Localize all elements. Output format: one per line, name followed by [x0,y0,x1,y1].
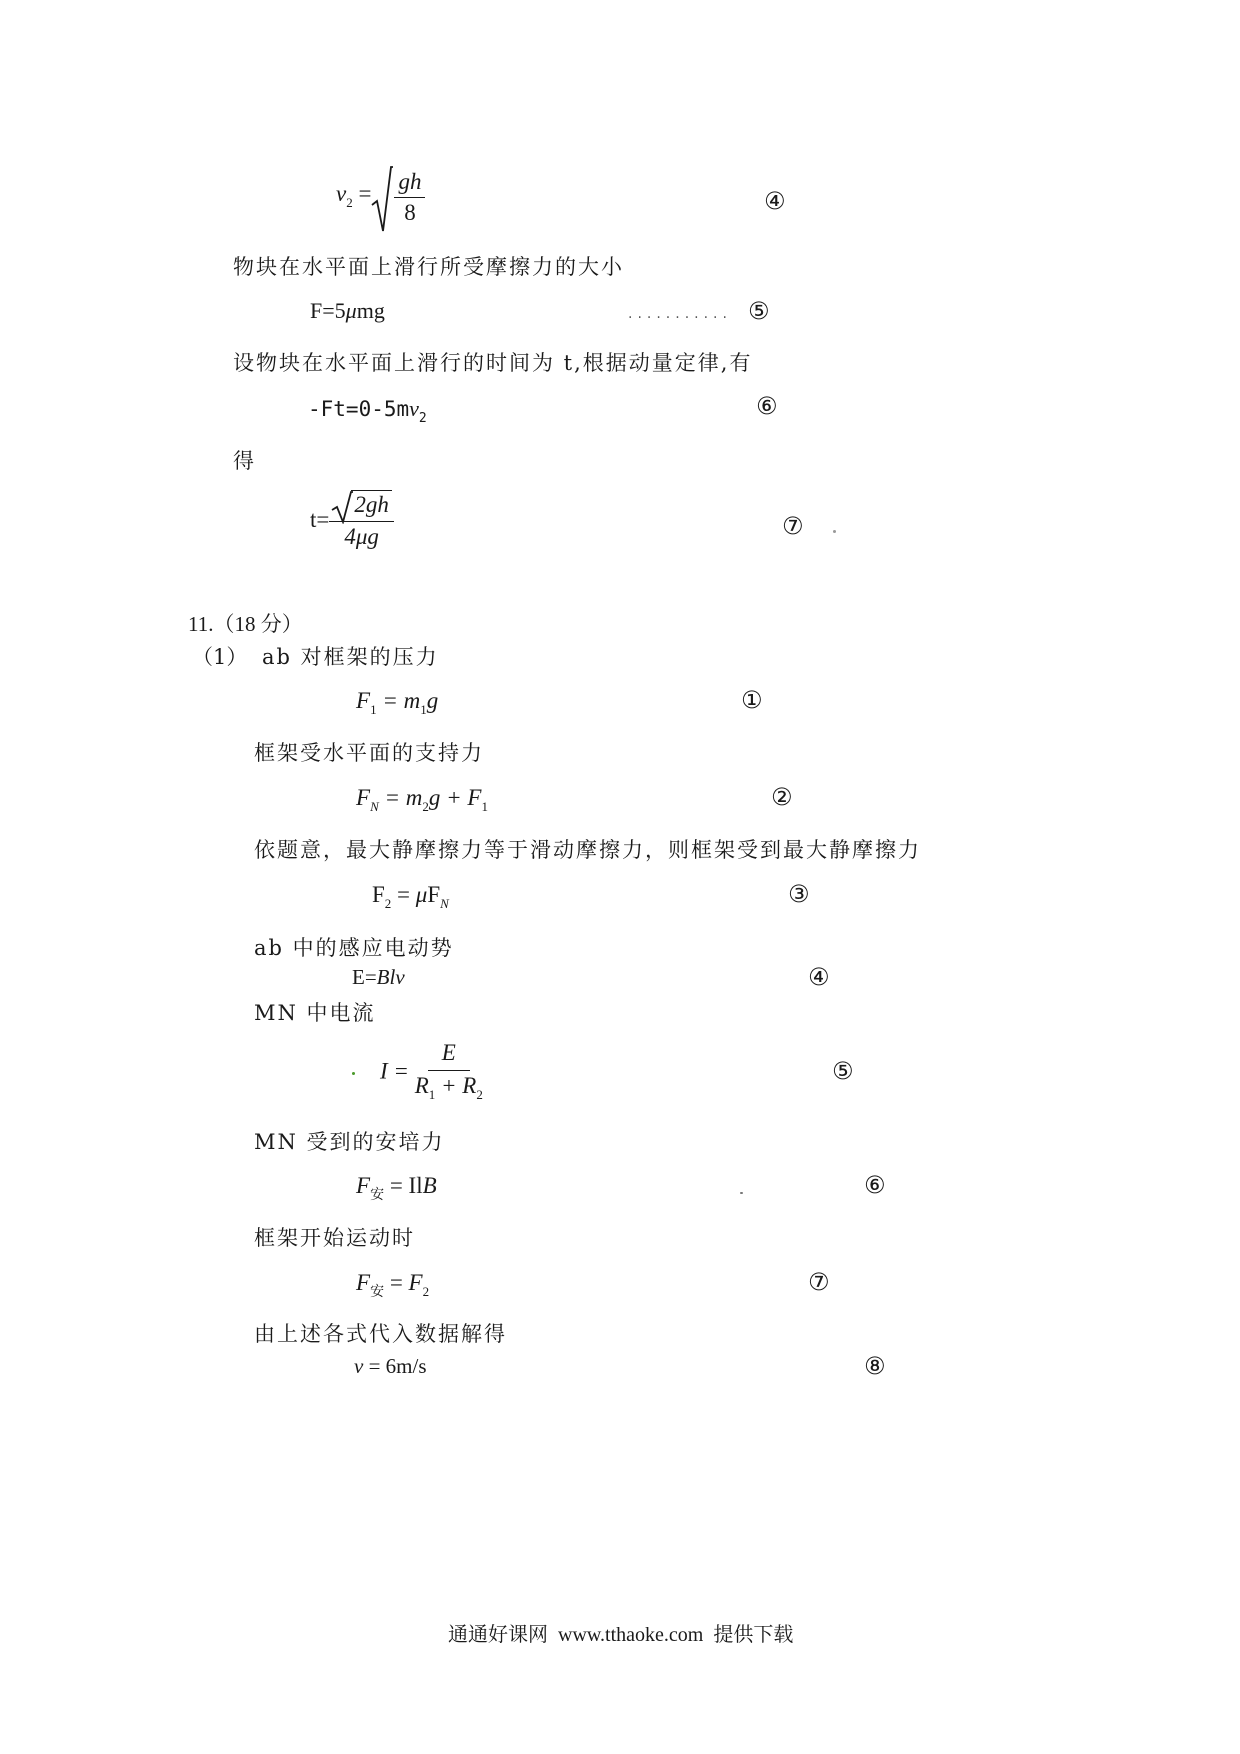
equals-sign: = [358,180,372,206]
equation-support-force: $F_N = m_2g + F_1$ [356,785,488,814]
scan-speck [352,1072,355,1075]
v2-symbol: v [336,180,347,206]
equation-pressure: $F_1 = m_1g$ [356,688,439,717]
footer-credit: 通通好课网 www.tthaoke.com 提供下载 [448,1624,794,1646]
equation-marker: ① [741,686,763,714]
equation-current: I = $\frac{E}{R_1 + R_2}$ [380,1040,483,1102]
equation-v2-sqrt [336,165,428,226]
v2-subscript: 2 [346,194,353,210]
scan-speck [740,1192,743,1194]
text-line: MN 受到的安培力 [254,1130,445,1154]
fraction-numerator: E [428,1040,470,1071]
equation-momentum [308,396,427,426]
sqrt-content: 2gh [351,490,392,518]
fraction-denominator: $R_1 + R_2$ [414,1073,483,1102]
equation-marker: ⑥ [864,1171,886,1199]
text-line: ab 对框架的压力 [262,645,439,669]
text-line: MN 中电流 [254,1001,376,1025]
text-line: 依题意，最大静摩擦力等于滑动摩擦力，则框架受到最大静摩擦力 [254,838,921,862]
equation-marker: ⑤ [832,1057,854,1085]
equation-marker: ⑦ [808,1268,830,1296]
time-fraction [329,490,394,550]
equation-text: E= [352,965,377,989]
equation-text: mg [356,298,385,323]
subquestion-label: （1） [192,645,248,669]
equation-time-result [310,490,394,550]
text-line: ab 中的感应电动势 [254,936,454,960]
radical-sign-icon [371,165,393,235]
text-line: 得 [233,449,256,473]
equation-marker: ⑤ [748,297,770,325]
dot-leader: ........... [628,306,732,322]
equation-emf [352,965,405,990]
equation-marker: ④ [808,963,830,991]
text-line: 框架受水平面的支持力 [254,741,484,765]
gh-over-8-fraction [394,169,425,226]
text-line: 由上述各式代入数据解得 [254,1322,507,1346]
equation-friction [310,298,385,324]
fraction-denominator: 8 [404,200,416,225]
sqrt-radical [371,165,428,226]
t-symbol: t= [310,507,330,532]
equation-marker: ⑧ [864,1352,886,1380]
fraction-denominator: 4μg [344,524,379,549]
equation-text: Blv [376,965,405,989]
fraction-numerator: gh [394,169,425,198]
equation-start-condition: $F_安 = F_2$ [356,1270,430,1300]
question-title: 11.（18 分） [188,612,303,636]
v-symbol: v [409,396,419,421]
text-line: 物块在水平面上滑行所受摩擦力的大小 [233,255,624,279]
equation-marker: ④ [764,187,786,215]
equation-marker: ⑦ [782,512,804,540]
equation-marker: ⑥ [756,392,778,420]
current-fraction [415,1040,483,1103]
text-line: 框架开始运动时 [254,1226,415,1250]
sqrt-radical [331,490,392,518]
equation-marker: ③ [788,880,810,908]
scan-speck [833,530,836,533]
text-line: 设物块在水平面上滑行的时间为 t,根据动量定律,有 [233,351,753,375]
equation-velocity-result: v = 6m/s [354,1354,427,1378]
v-subscript: 2 [418,411,427,426]
mu-symbol: μ [345,298,357,323]
equation-ampere-force: $F_安$ = IlB [356,1173,437,1203]
equation-text: -Ft=0-5m [308,397,410,421]
equation-text: F=5 [310,298,346,323]
equation-max-static-friction: $F_2 = \mu F_N$ [372,882,449,911]
radical-sign-icon [331,490,353,524]
equation-marker: ② [771,783,793,811]
